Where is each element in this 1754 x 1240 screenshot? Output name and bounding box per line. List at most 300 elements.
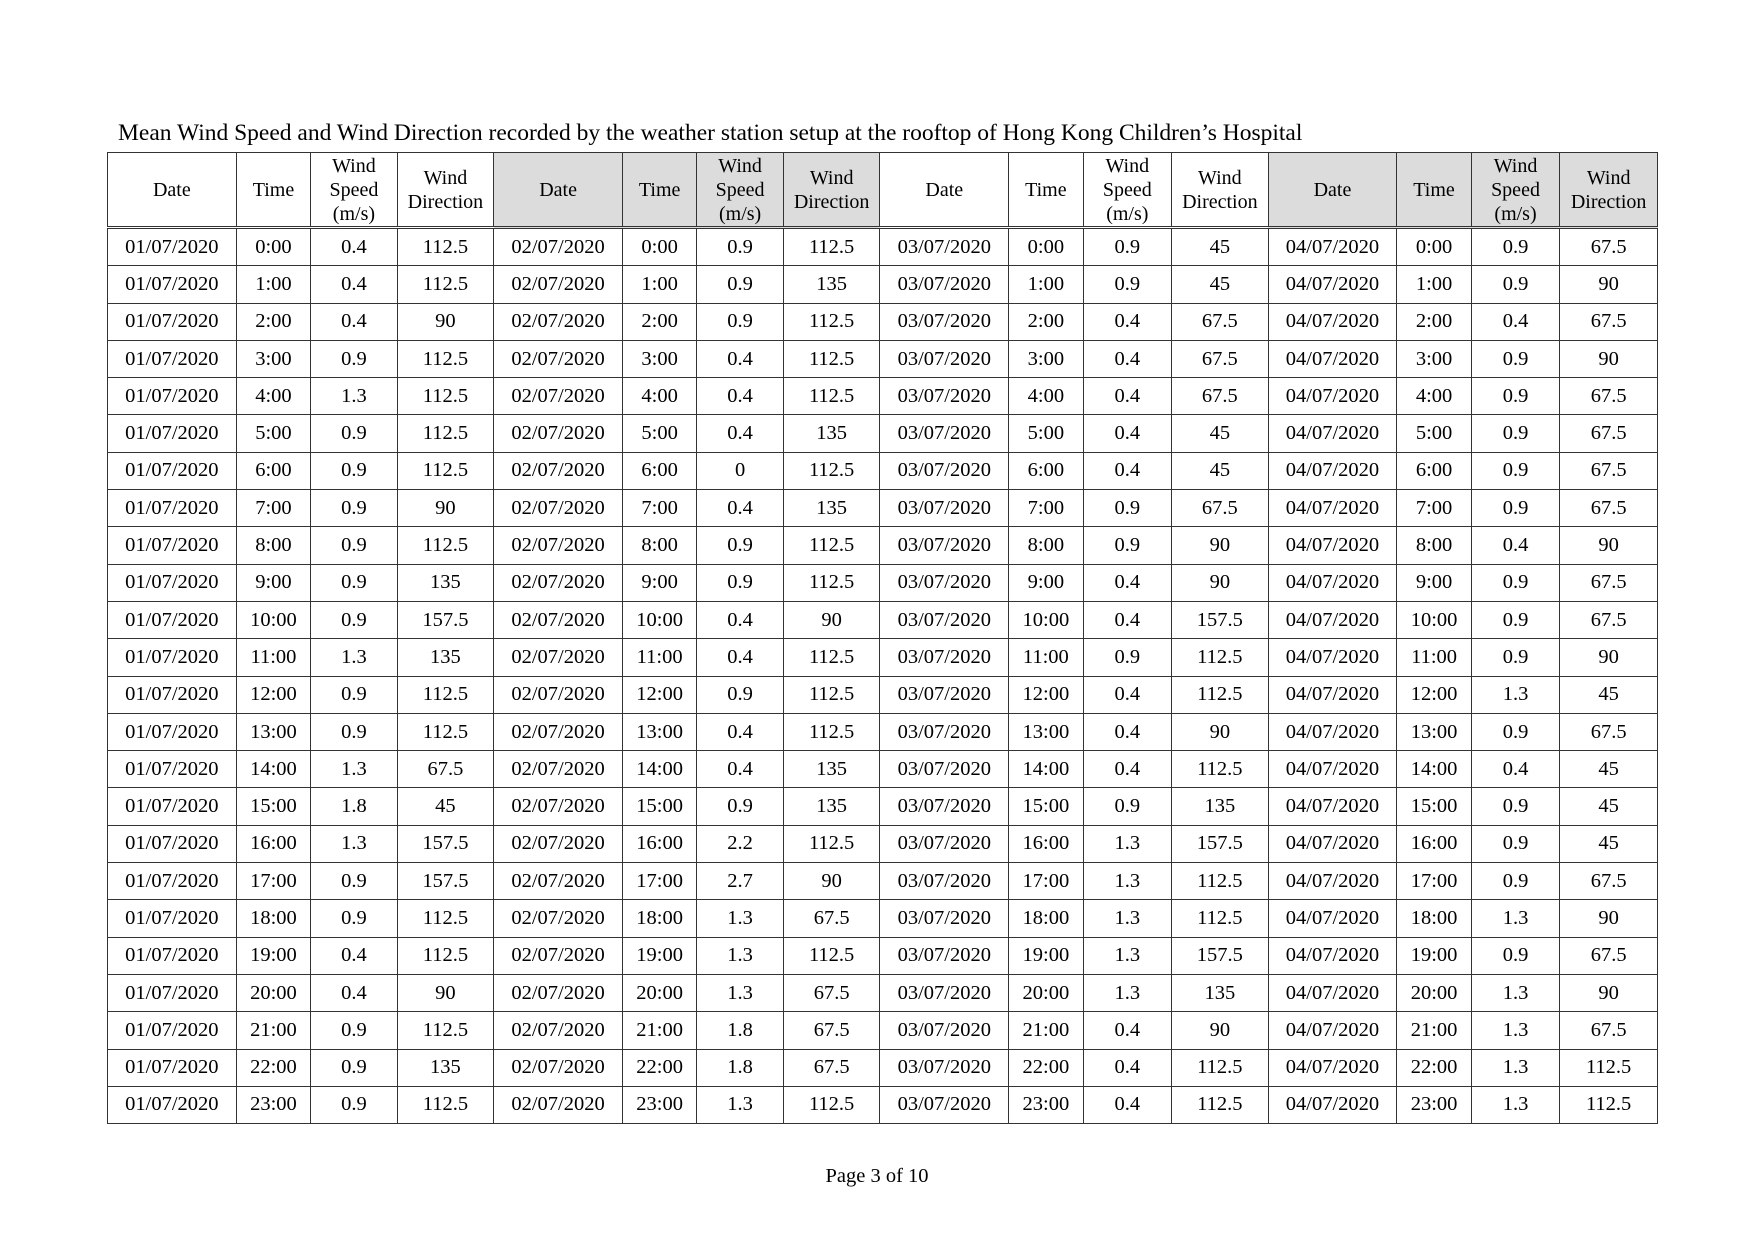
- cell-time: 14:00: [1397, 751, 1471, 788]
- cell-wind-speed: 0.9: [1083, 266, 1172, 303]
- cell-wind-speed: 0.9: [311, 340, 398, 377]
- cell-date: 02/07/2020: [494, 974, 623, 1011]
- cell-date: 02/07/2020: [494, 863, 623, 900]
- cell-wind-direction: 112.5: [783, 228, 880, 266]
- table-row: [108, 863, 1658, 900]
- cell-date: 02/07/2020: [494, 825, 623, 862]
- cell-wind-speed: 0.9: [1471, 863, 1560, 900]
- cell-wind-speed: 0.9: [311, 452, 398, 489]
- cell-wind-direction: 157.5: [1172, 601, 1269, 638]
- cell-date: 04/07/2020: [1268, 751, 1397, 788]
- table-row: [108, 378, 1658, 415]
- cell-time: 9:00: [1397, 564, 1471, 601]
- header-wind-direction-line1: Wind: [1198, 166, 1242, 189]
- cell-date: 01/07/2020: [108, 415, 237, 452]
- cell-wind-direction: 67.5: [1560, 564, 1658, 601]
- cell-date: 04/07/2020: [1268, 378, 1397, 415]
- cell-time: 8:00: [1397, 527, 1471, 564]
- cell-wind-speed: 0.9: [311, 490, 398, 527]
- cell-date: 01/07/2020: [108, 1012, 237, 1049]
- table-row: [108, 713, 1658, 750]
- cell-wind-direction: 135: [1172, 974, 1269, 1011]
- cell-time: 5:00: [236, 415, 310, 452]
- table-row: [108, 527, 1658, 564]
- header-wind-speed-unit: (m/s): [1106, 202, 1149, 225]
- cell-date: 03/07/2020: [880, 228, 1009, 266]
- cell-time: 22:00: [236, 1049, 310, 1086]
- cell-date: 01/07/2020: [108, 1086, 237, 1123]
- cell-wind-speed: 0.9: [1083, 639, 1172, 676]
- cell-date: 04/07/2020: [1268, 340, 1397, 377]
- cell-wind-direction: 90: [783, 601, 880, 638]
- cell-wind-speed: 0.9: [697, 228, 784, 266]
- header-wind-speed-unit: (m/s): [1494, 202, 1537, 225]
- cell-wind-speed: 0.9: [1471, 564, 1560, 601]
- cell-time: 23:00: [236, 1086, 310, 1123]
- cell-wind-speed: 0.4: [311, 937, 398, 974]
- cell-date: 01/07/2020: [108, 900, 237, 937]
- cell-wind-direction: 67.5: [1560, 303, 1658, 340]
- cell-wind-direction: 135: [783, 266, 880, 303]
- cell-date: 04/07/2020: [1268, 974, 1397, 1011]
- cell-wind-speed: 0.4: [697, 340, 784, 377]
- cell-time: 22:00: [1397, 1049, 1471, 1086]
- cell-wind-speed: 0.4: [1471, 751, 1560, 788]
- cell-wind-direction: 67.5: [1172, 340, 1269, 377]
- cell-time: 4:00: [1397, 378, 1471, 415]
- cell-date: 04/07/2020: [1268, 713, 1397, 750]
- cell-time: 12:00: [622, 676, 696, 713]
- cell-time: 8:00: [236, 527, 310, 564]
- cell-time: 16:00: [1009, 825, 1083, 862]
- cell-time: 19:00: [236, 937, 310, 974]
- cell-time: 15:00: [1397, 788, 1471, 825]
- header-wind-direction: [1172, 153, 1269, 228]
- cell-wind-direction: 135: [397, 1049, 494, 1086]
- cell-wind-speed: 0.4: [1083, 564, 1172, 601]
- cell-date: 03/07/2020: [880, 863, 1009, 900]
- cell-wind-direction: 112.5: [783, 452, 880, 489]
- cell-time: 3:00: [622, 340, 696, 377]
- table-row: [108, 303, 1658, 340]
- cell-wind-speed: 0.9: [311, 713, 398, 750]
- header-wind-direction-line1: Wind: [1586, 166, 1631, 189]
- cell-wind-direction: 90: [1560, 974, 1658, 1011]
- cell-time: 1:00: [1009, 266, 1083, 303]
- cell-date: 01/07/2020: [108, 266, 237, 303]
- cell-date: 03/07/2020: [880, 974, 1009, 1011]
- table-row: [108, 1049, 1658, 1086]
- cell-time: 2:00: [1397, 303, 1471, 340]
- cell-time: 4:00: [1009, 378, 1083, 415]
- cell-wind-speed: 0.4: [1083, 601, 1172, 638]
- cell-wind-speed: 1.3: [311, 639, 398, 676]
- cell-date: 01/07/2020: [108, 228, 237, 266]
- cell-date: 02/07/2020: [494, 452, 623, 489]
- cell-date: 03/07/2020: [880, 340, 1009, 377]
- cell-time: 17:00: [1009, 863, 1083, 900]
- cell-date: 02/07/2020: [494, 490, 623, 527]
- cell-wind-direction: 112.5: [1172, 751, 1269, 788]
- cell-date: 04/07/2020: [1268, 303, 1397, 340]
- header-wind-speed-unit: (m/s): [719, 202, 762, 225]
- page-number: Page 3 of 10: [825, 1165, 929, 1187]
- cell-date: 02/07/2020: [494, 751, 623, 788]
- cell-date: 02/07/2020: [494, 527, 623, 564]
- cell-time: 6:00: [236, 452, 310, 489]
- cell-date: 04/07/2020: [1268, 639, 1397, 676]
- cell-time: 6:00: [1009, 452, 1083, 489]
- cell-time: 10:00: [622, 601, 696, 638]
- header-time: Time: [1397, 153, 1471, 228]
- table-row: [108, 601, 1658, 638]
- cell-wind-direction: 112.5: [1560, 1049, 1658, 1086]
- cell-wind-direction: 112.5: [397, 1012, 494, 1049]
- header-wind-speed: [1471, 153, 1560, 228]
- cell-wind-direction: 67.5: [1560, 228, 1658, 266]
- table-row: [108, 490, 1658, 527]
- header-date: Date: [108, 153, 237, 228]
- cell-date: 03/07/2020: [880, 713, 1009, 750]
- cell-wind-direction: 135: [397, 564, 494, 601]
- cell-date: 04/07/2020: [1268, 1049, 1397, 1086]
- cell-time: 5:00: [1009, 415, 1083, 452]
- cell-date: 03/07/2020: [880, 676, 1009, 713]
- cell-wind-speed: 1.3: [1083, 863, 1172, 900]
- cell-date: 02/07/2020: [494, 303, 623, 340]
- cell-date: 02/07/2020: [494, 900, 623, 937]
- cell-time: 21:00: [236, 1012, 310, 1049]
- cell-wind-direction: 112.5: [783, 378, 880, 415]
- cell-wind-direction: 90: [783, 863, 880, 900]
- table-row: [108, 639, 1658, 676]
- table-row: [108, 415, 1658, 452]
- cell-wind-speed: 1.3: [697, 974, 784, 1011]
- cell-wind-speed: 0.9: [311, 601, 398, 638]
- cell-time: 18:00: [622, 900, 696, 937]
- cell-time: 15:00: [1009, 788, 1083, 825]
- cell-date: 04/07/2020: [1268, 788, 1397, 825]
- cell-wind-direction: 135: [783, 751, 880, 788]
- cell-wind-speed: 1.3: [311, 378, 398, 415]
- cell-date: 02/07/2020: [494, 228, 623, 266]
- cell-wind-speed: 0.9: [1471, 937, 1560, 974]
- cell-time: 3:00: [236, 340, 310, 377]
- cell-date: 02/07/2020: [494, 564, 623, 601]
- cell-date: 03/07/2020: [880, 751, 1009, 788]
- cell-time: 12:00: [236, 676, 310, 713]
- cell-time: 3:00: [1397, 340, 1471, 377]
- cell-date: 01/07/2020: [108, 564, 237, 601]
- cell-time: 12:00: [1397, 676, 1471, 713]
- cell-date: 01/07/2020: [108, 974, 237, 1011]
- cell-wind-speed: 1.3: [311, 751, 398, 788]
- cell-wind-speed: 0.9: [697, 676, 784, 713]
- cell-wind-direction: 67.5: [1560, 601, 1658, 638]
- cell-time: 20:00: [622, 974, 696, 1011]
- cell-wind-direction: 112.5: [397, 452, 494, 489]
- cell-time: 19:00: [1009, 937, 1083, 974]
- cell-date: 01/07/2020: [108, 378, 237, 415]
- cell-wind-speed: 2.2: [697, 825, 784, 862]
- header-wind-direction: [1560, 153, 1658, 228]
- cell-time: 11:00: [1397, 639, 1471, 676]
- cell-wind-direction: 112.5: [1172, 1049, 1269, 1086]
- cell-wind-direction: 112.5: [397, 1086, 494, 1123]
- cell-wind-direction: 112.5: [1172, 863, 1269, 900]
- cell-time: 7:00: [1009, 490, 1083, 527]
- cell-date: 01/07/2020: [108, 1049, 237, 1086]
- cell-time: 15:00: [622, 788, 696, 825]
- cell-wind-speed: 0.4: [1083, 452, 1172, 489]
- cell-wind-speed: 0.4: [697, 601, 784, 638]
- cell-wind-speed: 0.4: [697, 378, 784, 415]
- cell-wind-speed: 0.9: [1471, 340, 1560, 377]
- cell-wind-direction: 45: [1172, 266, 1269, 303]
- cell-wind-direction: 67.5: [1560, 378, 1658, 415]
- cell-wind-speed: 1.3: [1471, 676, 1560, 713]
- cell-time: 14:00: [1009, 751, 1083, 788]
- cell-date: 03/07/2020: [880, 452, 1009, 489]
- cell-date: 03/07/2020: [880, 1049, 1009, 1086]
- cell-date: 04/07/2020: [1268, 1012, 1397, 1049]
- cell-wind-direction: 112.5: [1172, 900, 1269, 937]
- table-row: [108, 900, 1658, 937]
- cell-time: 20:00: [236, 974, 310, 1011]
- cell-date: 04/07/2020: [1268, 228, 1397, 266]
- cell-time: 5:00: [622, 415, 696, 452]
- cell-date: 01/07/2020: [108, 713, 237, 750]
- cell-time: 11:00: [236, 639, 310, 676]
- cell-wind-direction: 67.5: [1560, 713, 1658, 750]
- cell-time: 0:00: [1397, 228, 1471, 266]
- cell-time: 23:00: [1009, 1086, 1083, 1123]
- cell-date: 02/07/2020: [494, 1012, 623, 1049]
- cell-wind-speed: 0.4: [697, 415, 784, 452]
- cell-wind-direction: 67.5: [1560, 452, 1658, 489]
- cell-date: 02/07/2020: [494, 1049, 623, 1086]
- cell-time: 6:00: [622, 452, 696, 489]
- table-row: [108, 751, 1658, 788]
- cell-date: 02/07/2020: [494, 415, 623, 452]
- cell-date: 01/07/2020: [108, 452, 237, 489]
- header-date: Date: [494, 153, 623, 228]
- cell-wind-speed: 0.9: [311, 863, 398, 900]
- cell-date: 04/07/2020: [1268, 564, 1397, 601]
- header-wind-direction-line1: Wind: [423, 166, 468, 189]
- cell-wind-speed: 1.3: [1083, 900, 1172, 937]
- cell-date: 03/07/2020: [880, 527, 1009, 564]
- cell-wind-speed: 0.4: [1083, 1049, 1172, 1086]
- cell-wind-direction: 67.5: [1560, 937, 1658, 974]
- cell-date: 02/07/2020: [494, 378, 623, 415]
- cell-time: 4:00: [622, 378, 696, 415]
- cell-wind-direction: 112.5: [783, 713, 880, 750]
- cell-date: 03/07/2020: [880, 490, 1009, 527]
- cell-wind-direction: 135: [1172, 788, 1269, 825]
- cell-time: 19:00: [1397, 937, 1471, 974]
- cell-wind-direction: 112.5: [397, 378, 494, 415]
- cell-wind-direction: 135: [783, 788, 880, 825]
- cell-time: 1:00: [236, 266, 310, 303]
- cell-date: 03/07/2020: [880, 639, 1009, 676]
- cell-date: 02/07/2020: [494, 713, 623, 750]
- cell-date: 03/07/2020: [880, 937, 1009, 974]
- cell-wind-direction: 112.5: [783, 1086, 880, 1123]
- cell-time: 13:00: [1397, 713, 1471, 750]
- header-wind-direction: [397, 153, 494, 228]
- cell-date: 03/07/2020: [880, 601, 1009, 638]
- cell-date: 01/07/2020: [108, 340, 237, 377]
- cell-date: 03/07/2020: [880, 900, 1009, 937]
- cell-date: 04/07/2020: [1268, 825, 1397, 862]
- header-wind-speed-line2: Speed: [715, 178, 765, 201]
- cell-wind-direction: 112.5: [1172, 639, 1269, 676]
- cell-date: 04/07/2020: [1268, 601, 1397, 638]
- table-row: [108, 676, 1658, 713]
- cell-time: 21:00: [1397, 1012, 1471, 1049]
- cell-wind-speed: 0.4: [1083, 713, 1172, 750]
- table-row: [108, 1086, 1658, 1123]
- cell-wind-speed: 0.4: [1471, 303, 1560, 340]
- table-row: [108, 1012, 1658, 1049]
- cell-wind-direction: 67.5: [783, 900, 880, 937]
- cell-wind-direction: 45: [1560, 676, 1658, 713]
- cell-wind-direction: 67.5: [783, 974, 880, 1011]
- cell-date: 04/07/2020: [1268, 266, 1397, 303]
- cell-wind-direction: 90: [1560, 266, 1658, 303]
- cell-wind-direction: 112.5: [783, 527, 880, 564]
- header-wind-speed-line1: Wind: [718, 154, 762, 177]
- header-time: Time: [1009, 153, 1083, 228]
- table-row: [108, 340, 1658, 377]
- cell-time: 22:00: [622, 1049, 696, 1086]
- table-row: [108, 564, 1658, 601]
- cell-date: 03/07/2020: [880, 825, 1009, 862]
- cell-wind-direction: 45: [1172, 228, 1269, 266]
- cell-wind-direction: 90: [1560, 527, 1658, 564]
- cell-wind-direction: 90: [397, 490, 494, 527]
- cell-date: 02/07/2020: [494, 340, 623, 377]
- cell-time: 5:00: [1397, 415, 1471, 452]
- cell-wind-direction: 157.5: [1172, 825, 1269, 862]
- cell-wind-direction: 157.5: [397, 601, 494, 638]
- cell-time: 21:00: [622, 1012, 696, 1049]
- cell-time: 18:00: [236, 900, 310, 937]
- cell-time: 0:00: [1009, 228, 1083, 266]
- header-wind-direction-line2: Direction: [407, 190, 484, 213]
- cell-wind-speed: 0.4: [1083, 303, 1172, 340]
- cell-wind-speed: 1.3: [1471, 1049, 1560, 1086]
- cell-date: 04/07/2020: [1268, 415, 1397, 452]
- cell-wind-speed: 0.9: [1083, 490, 1172, 527]
- cell-wind-direction: 90: [1560, 639, 1658, 676]
- cell-time: 2:00: [1009, 303, 1083, 340]
- cell-wind-direction: 67.5: [1560, 415, 1658, 452]
- cell-date: 01/07/2020: [108, 490, 237, 527]
- cell-wind-speed: 0.4: [697, 639, 784, 676]
- cell-date: 01/07/2020: [108, 937, 237, 974]
- cell-wind-speed: 1.3: [1083, 937, 1172, 974]
- cell-time: 1:00: [1397, 266, 1471, 303]
- cell-wind-speed: 0.4: [311, 974, 398, 1011]
- cell-wind-direction: 90: [1172, 1012, 1269, 1049]
- cell-wind-direction: 45: [1172, 452, 1269, 489]
- cell-wind-speed: 0.9: [697, 564, 784, 601]
- cell-wind-direction: 112.5: [397, 676, 494, 713]
- cell-date: 01/07/2020: [108, 788, 237, 825]
- cell-date: 04/07/2020: [1268, 863, 1397, 900]
- cell-date: 03/07/2020: [880, 564, 1009, 601]
- cell-wind-speed: 0.4: [311, 228, 398, 266]
- cell-wind-direction: 90: [1172, 564, 1269, 601]
- cell-wind-speed: 1.3: [697, 900, 784, 937]
- cell-time: 16:00: [236, 825, 310, 862]
- cell-date: 04/07/2020: [1268, 490, 1397, 527]
- cell-time: 16:00: [1397, 825, 1471, 862]
- cell-date: 04/07/2020: [1268, 900, 1397, 937]
- cell-wind-speed: 1.3: [1083, 825, 1172, 862]
- cell-date: 01/07/2020: [108, 303, 237, 340]
- cell-wind-direction: 67.5: [1172, 303, 1269, 340]
- cell-wind-speed: 0.9: [697, 788, 784, 825]
- cell-time: 19:00: [622, 937, 696, 974]
- cell-wind-direction: 45: [1560, 788, 1658, 825]
- cell-date: 03/07/2020: [880, 266, 1009, 303]
- cell-time: 7:00: [236, 490, 310, 527]
- cell-wind-speed: 1.8: [697, 1049, 784, 1086]
- cell-time: 11:00: [1009, 639, 1083, 676]
- cell-wind-direction: 112.5: [397, 266, 494, 303]
- cell-time: 10:00: [1397, 601, 1471, 638]
- cell-time: 13:00: [236, 713, 310, 750]
- cell-time: 13:00: [1009, 713, 1083, 750]
- cell-wind-direction: 112.5: [783, 564, 880, 601]
- cell-date: 01/07/2020: [108, 676, 237, 713]
- cell-wind-direction: 157.5: [397, 863, 494, 900]
- cell-wind-direction: 112.5: [1172, 676, 1269, 713]
- cell-wind-speed: 1.3: [697, 1086, 784, 1123]
- cell-time: 15:00: [236, 788, 310, 825]
- cell-wind-speed: 1.3: [1083, 974, 1172, 1011]
- cell-time: 3:00: [1009, 340, 1083, 377]
- cell-wind-direction: 67.5: [1560, 1012, 1658, 1049]
- header-wind-direction-line2: Direction: [1182, 190, 1258, 213]
- cell-wind-direction: 112.5: [397, 713, 494, 750]
- cell-wind-speed: 0.9: [1471, 713, 1560, 750]
- cell-wind-speed: 0.9: [311, 527, 398, 564]
- header-time: Time: [236, 153, 310, 228]
- cell-date: 01/07/2020: [108, 601, 237, 638]
- cell-wind-speed: 0.9: [311, 564, 398, 601]
- cell-wind-direction: 112.5: [1560, 1086, 1658, 1123]
- cell-wind-speed: 1.8: [311, 788, 398, 825]
- header-wind-speed-line1: Wind: [1105, 154, 1150, 177]
- cell-wind-direction: 112.5: [783, 937, 880, 974]
- cell-wind-direction: 67.5: [783, 1049, 880, 1086]
- cell-wind-direction: 67.5: [1560, 490, 1658, 527]
- cell-wind-speed: 0.9: [1471, 639, 1560, 676]
- cell-time: 10:00: [236, 601, 310, 638]
- cell-wind-direction: 112.5: [397, 937, 494, 974]
- header-date: Date: [880, 153, 1009, 228]
- cell-wind-speed: 0.9: [1471, 415, 1560, 452]
- table-caption: Mean Wind Speed and Wind Direction recorded by the weather station setup at the rooftop of Hong Kong Children’s Hospital: [118, 120, 1303, 146]
- cell-time: 13:00: [622, 713, 696, 750]
- cell-wind-speed: 0.4: [1083, 1086, 1172, 1123]
- cell-wind-speed: 1.3: [697, 937, 784, 974]
- cell-wind-speed: 0.9: [1471, 825, 1560, 862]
